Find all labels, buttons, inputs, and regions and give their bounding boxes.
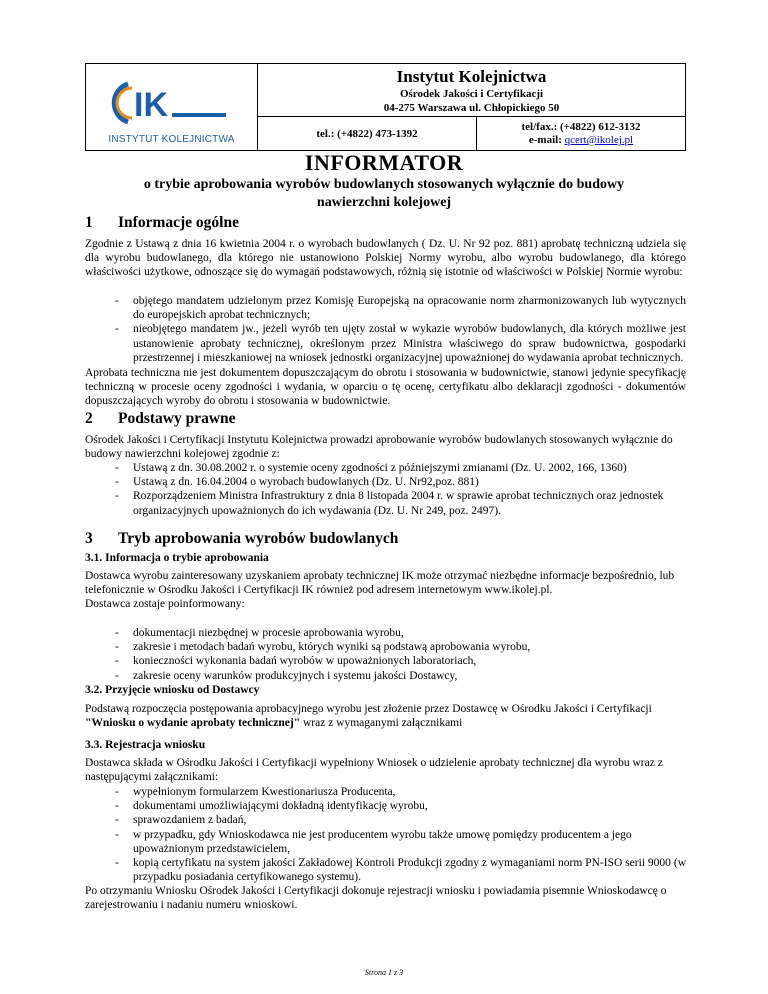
document-subtitle <box>100 176 668 212</box>
subsection-3-2-text: Podstawą rozpoczęcia postępowania aprobacyjnego wyrobu jest złożenie przez Dostawcę w Ośrodku Jakości i Certyfikacji "Wniosku o wydanie aprobaty technicznej" wraz z wymaganymi załącznikami <box>85 703 652 730</box>
section-2-heading <box>85 410 236 428</box>
section-3-title: Tryb aprobowania wyrobów budowlanych <box>118 530 399 547</box>
list-item: - zakresie i metodach badań wyrobu, których wyniki są podstawą aprobowania wyrobu, <box>115 641 531 654</box>
phone-number: tel.: (+4822) 473-1392 <box>316 127 418 140</box>
list-item: - konieczności wykonania badań wyrobów w upoważnionych laboratoriach, <box>115 655 477 668</box>
institute-address: 04-275 Warszawa ul. Chłopickiego 50 <box>383 102 560 114</box>
subsection-3-1-list <box>85 626 686 683</box>
list-item: - wypełnionym formularzem Kwestionariusza Producenta, <box>115 786 396 798</box>
section-2-number: 2 <box>85 410 93 427</box>
section-1-title: Informacje ogólne <box>118 214 239 231</box>
institute-info-cell <box>258 64 685 117</box>
list-item: - Rozporządzeniem Ministra Infrastruktury z dnia 8 listopada 2004 r. w sprawie aprobat technicznych oraz jednostek organizacyjnych upoważnionych do ich wydawania (Dz. U. Nr 249, poz. 2497). <box>115 490 664 517</box>
list-item: - w przypadku, gdy Wnioskodawca nie jest producentem wyrobu także umowę pomiędzy producentem a jego upoważnionym przedstawicielem, <box>115 828 632 855</box>
email-link[interactable]: qcert@ikolej.pl <box>564 134 634 146</box>
header-table <box>85 63 686 151</box>
document-title: INFORMATOR <box>304 150 464 175</box>
subtitle-line-1: o trybie aprobowania wyrobów budowlanych stosowanych wyłącznie do budowy <box>143 177 625 192</box>
logo-caption: INSTYTUT KOLEJNICTWA <box>108 134 235 145</box>
list-item: - dokumentami umożliwiającymi dokładną identyfikację wyrobu, <box>115 800 428 813</box>
logo-mark: IK <box>134 86 168 124</box>
section-2-intro: Ośrodek Jakości i Certyfikacji Instytutu Kolejnictwa prowadzi aprobowanie wyrobów budowlanych stosowanych wyłącznie do budowy nawierzchni kolejowej zgodnie z: <box>85 434 673 461</box>
subtitle-line-2: nawierzchni kolejowej <box>316 195 452 210</box>
section-2-list <box>85 461 686 518</box>
list-item: - dokumentacji niezbędnej w procesie aprobowania wyrobu, <box>115 627 404 639</box>
section-2-title: Podstawy prawne <box>118 410 236 427</box>
subsection-3-3-intro: Dostawca składa w Ośrodku Jakości i Certyfikacji wypełniony Wniosek o udzielenie aprobaty technicznej dla wyrobu wraz z następującymi załącznikami: <box>85 757 663 784</box>
list-item: - kopią certyfikatu na system jakości Zakładowej Kontroli Produkcji zgodny z wymaganiami norm PN-ISO serii 9000 (w przypadku posiadania certyfikowanego systemu). <box>115 857 686 884</box>
section-1-heading <box>85 214 239 232</box>
list-item: - nieobjętego mandatem jw., jeżeli wyrób ten ujęty został w wykazie wyrobów budowlanych, dla których możliwe jest ustanowienie aprobaty technicznej, określonym przez Ministra właściwego do spraw budownictwa, gospodarki przestrzennej i mieszkaniowej na wniosek jednostki organizacyjnej upoważnionej do wydawania aprobat technicznych. <box>115 323 686 364</box>
list-item: - zakresie oceny warunków produkcyjnych i systemu jakości Dostawcy, <box>115 669 458 682</box>
fax-email-cell <box>477 117 685 150</box>
section-1-list <box>85 294 686 365</box>
subsection-3-1-title: 3.1. Informacja o trybie aprobowania <box>85 552 269 564</box>
subsection-3-2-title: 3.2. Przyjęcie wniosku od Dostawcy <box>85 684 260 696</box>
section-1-number: 1 <box>85 214 93 231</box>
list-item: - Ustawą z dn. 30.08.2002 r. o systemie oceny zgodności z późniejszymi zmianami (Dz. U. 2002, 166, 1360) <box>115 462 627 474</box>
subsection-3-1-intro: Dostawca wyrobu zainteresowany uzyskaniem aprobaty technicznej IK może otrzymać niezbędne informacje bezpośrednio, lub telefonicznie w Ośrodku Jakości i Certyfikacji IK również pod adresem internetowym www.ikolej.pl. Dostawca zostaje poinformowany: <box>85 570 675 611</box>
institute-logo-icon <box>106 78 236 128</box>
center-name: Ośrodek Jakości i Certyfikacji <box>399 88 544 100</box>
page-number: Strona 1 z 3 <box>364 968 404 977</box>
list-item: - sprawozdaniem z badań, <box>115 814 247 827</box>
list-item: - Ustawą z dn. 16.04.2004 o wyrobach budowlanych (Dz. U. Nr92,poz. 881) <box>115 476 479 489</box>
list-item: - objętego mandatem udzielonym przez Komisję Europejską na opracowanie norm zharmonizowanych lub wytycznych do europejskich aprobat technicznych; <box>115 295 686 322</box>
section-1-intro: Zgodnie z Ustawą z dnia 16 kwietnia 2004 r. o wyrobach budowlanych ( Dz. U. Nr 92 poz. 881) aprobatę techniczną udziela się dla wyrobu budowlanego, dla którego nie ustanowiono Polskiej Normy wyrobu, albo wyrobu budowlanego, dla którego właściwości użytkowe, odnoszące się do wymagań podstawowych, różnią się istotnie od właściwości w Polskiej Normie wyrobu: <box>85 238 686 279</box>
institute-name: Instytut Kolejnictwa <box>396 67 547 86</box>
section-1-outro: Aprobata techniczna nie jest dokumentem dopuszczającym do obrotu i stosowania w budownictwie, stanowi jedynie specyfikację techniczną w procesie oceny zgodności i wydania, w oparciu o tę ocenę, certyfikatu albo deklaracji zgodności - dokumentów dopuszczających wyroby do obrotu i stosowania w budownictwie. <box>85 367 686 408</box>
subsection-3-3-outro: Po otrzymaniu Wniosku Ośrodek Jakości i Certyfikacji dokonuje rejestracji wniosku i powiadamia pisemnie Wnioskodawcę o zarejestrowaniu i nadaniu numeru wnioskowi. <box>85 885 667 912</box>
subsection-3-3-title: 3.3. Rejestracja wniosku <box>85 739 206 751</box>
email-label: e-mail: <box>528 134 565 146</box>
section-3-heading <box>85 530 398 548</box>
logo-cell <box>86 64 258 150</box>
section-3-number: 3 <box>85 530 93 547</box>
fax-number: tel/fax.: (+4822) 612-3132 <box>521 121 641 133</box>
subsection-3-3-list <box>85 785 686 884</box>
phone-cell <box>258 117 477 150</box>
email-line <box>477 134 685 147</box>
